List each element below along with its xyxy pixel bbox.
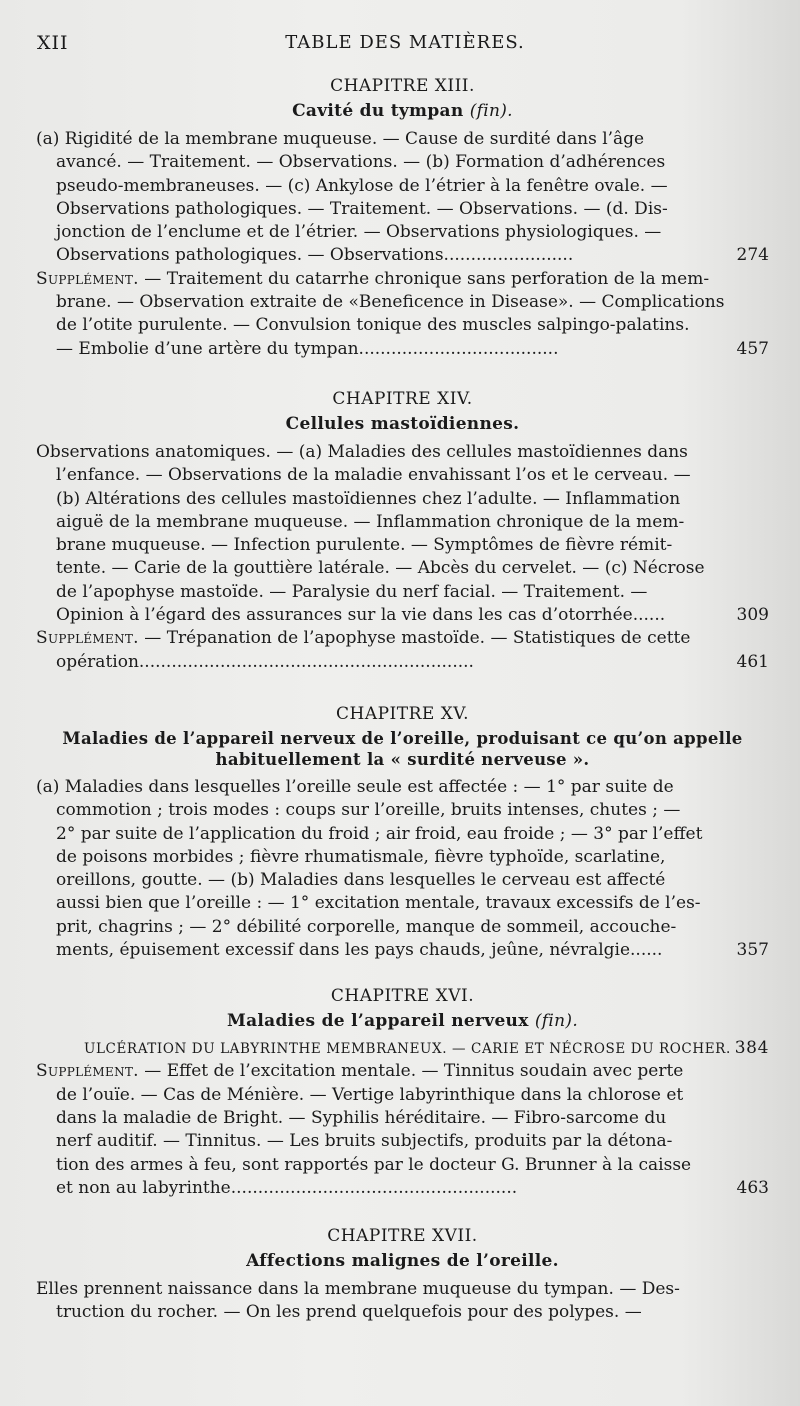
page-number: 384 — [734, 1038, 769, 1059]
chapter-block — [36, 1224, 769, 1325]
chapter-title: Affections malignes de l’oreille. — [246, 1251, 559, 1272]
entry-line: de l’apophyse mastoïde. — Paralysie du nerf facial. — Traitement. — — [56, 581, 648, 602]
chapter-number: CHAPITRE XVII. — [327, 1226, 478, 1247]
entry-line: brane. — Observation extraite de «Beneficence in Disease». — Complications — [56, 292, 725, 313]
page-number: 463 — [736, 1177, 769, 1198]
entry-line: commotion ; trois modes : coups sur l’oreille, bruits intenses, chutes ; — — [56, 800, 681, 821]
entry-line: Supplément. — Effet de l’excitation mentale. — Tinnitus soudain avec perte — [36, 1061, 684, 1082]
toc-entry — [36, 268, 769, 361]
chapter-number: CHAPITRE XVI. — [330, 986, 475, 1007]
chapter-subline: ULCÉRATION DU LABYRINTHE MEMBRANEUX. — CARIE ET NÉCROSE DU ROCHER. 384 — [84, 1038, 769, 1059]
page-folio: XII — [37, 32, 69, 54]
entry-line: de poisons morbides ; fièvre rhumatismale, fièvre typhoïde, scarlatine, — [56, 846, 666, 867]
supplement-label: Supplément. — [36, 628, 139, 649]
supplement-label: Supplément. — [36, 1061, 139, 1082]
page-number: 357 — [736, 940, 769, 961]
entry-line: Elles prennent naissance dans la membrane muqueuse du tympan. — Des- — [36, 1279, 680, 1300]
entry-line: Supplément. — Traitement du catarrhe chronique sans perforation de la mem- — [36, 268, 710, 289]
entry-line: de l’otite purulente. — Convulsion tonique des muscles salpingo-palatins. — [56, 315, 690, 336]
entry-line: pseudo-membraneuses. — (c) Ankylose de l’étrier à la fenêtre ovale. — — [56, 175, 668, 196]
toc-entry — [36, 441, 769, 627]
toc-entry — [36, 627, 769, 674]
entry-line: tente. — Carie de la gouttière latérale. — Abcès du cervelet. — (c) Nécrose — [56, 558, 705, 579]
chapter-block — [36, 702, 769, 962]
entry-line: de l’ouïe. — Cas de Ménière. — Vertige labyrinthique dans la chlorose et — [56, 1084, 684, 1105]
page-number: 457 — [736, 338, 769, 359]
chapter-block — [36, 387, 769, 674]
entry-line: oreillons, goutte. — (b) Maladies dans lesquelles le cerveau est affecté — [56, 870, 666, 891]
entry-line: Opinion à l’égard des assurances sur la vie dans les cas d’otorrhée...... 309 — [36, 604, 769, 627]
running-head — [0, 30, 800, 60]
chapter-title: Cellules mastoïdiennes. — [285, 413, 520, 434]
page-number: 274 — [736, 245, 769, 266]
chapter-block — [36, 74, 769, 361]
toc-entry — [36, 128, 769, 268]
chapter-number: CHAPITRE XV. — [335, 703, 470, 724]
chapter-block — [36, 984, 769, 1200]
chapter-title-suffix: (fin). — [469, 101, 513, 121]
entry-line: opération.............................................................. 461 — [36, 651, 769, 674]
entry-line: truction du rocher. — On les prend quelquefois pour des polypes. — — [56, 1302, 642, 1323]
entry-line: (b) Altérations des cellules mastoïdiennes chez l’adulte. — Inflammation — [56, 488, 681, 509]
chapter-number: CHAPITRE XIII. — [330, 76, 475, 96]
chapter-title-suffix: (fin). — [534, 1011, 579, 1032]
entry-line: dans la maladie de Bright. — Syphilis héréditaire. — Fibro-sarcome du — [56, 1107, 667, 1128]
supplement-label: Supplément. — [36, 268, 139, 289]
table-of-contents — [36, 74, 769, 1325]
toc-entry — [36, 776, 769, 962]
entry-line: Observations anatomiques. — (a) Maladies des cellules mastoïdiennes dans — [36, 441, 688, 462]
entry-line: avancé. — Traitement. — Observations. — (b) Formation d’adhérences — [56, 152, 666, 173]
entry-line: prit, chagrins ; — 2° débilité corporelle, manque de sommeil, accouche- — [56, 916, 677, 937]
toc-entry — [36, 1278, 769, 1325]
entry-line: nerf auditif. — Tinnitus. — Les bruits subjectifs, produits par la détona- — [56, 1131, 673, 1152]
toc-entry — [36, 1060, 769, 1200]
entry-line: 2° par suite de l’application du froid ; air froid, eau froide ; — 3° par l’effet — [56, 823, 703, 844]
entry-line: jonction de l’enclume et de l’étrier. — Observations physiologiques. — — [56, 222, 662, 243]
page-number: 309 — [736, 605, 769, 626]
chapter-number: CHAPITRE XIV. — [332, 388, 473, 409]
entry-line: aiguë de la membrane muqueuse. — Inflammation chronique de la mem- — [56, 511, 685, 532]
chapter-title: Cavité du tympan (fin). — [292, 101, 513, 121]
chapter-title: Maladies de l’appareil nerveux de l’oreille, produisant ce qu’on appelle habituellement la « surdité nerveuse ». — [62, 728, 743, 769]
entry-line: (a) Maladies dans lesquelles l’oreille seule est affectée : — 1° par suite de — [36, 776, 674, 797]
entry-line: tion des armes à feu, sont rapportés par le docteur G. Brunner à la caisse — [56, 1154, 692, 1175]
chapter-title: Maladies de l’appareil nerveux (fin). — [226, 1011, 579, 1032]
page-number: 461 — [736, 651, 769, 672]
running-title: TABLE DES MATIÈRES. — [285, 32, 525, 53]
entry-line: aussi bien que l’oreille : — 1° excitation mentale, travaux excessifs de l’es- — [56, 893, 701, 914]
entry-line: l’enfance. — Observations de la maladie envahissant l’os et le cerveau. — — [56, 465, 691, 486]
entry-line: ments, épuisement excessif dans les pays chauds, jeûne, névralgie...... 357 — [36, 939, 769, 962]
entry-line: Observations pathologiques. — Traitement. — Observations. — (d. Dis- — [56, 198, 668, 219]
entry-line: Observations pathologiques. — Observations........................ 274 — [36, 244, 769, 267]
entry-line: et non au labyrinthe..................................................... 463 — [36, 1177, 769, 1200]
entry-line: Supplément. — Trépanation de l’apophyse mastoïde. — Statistiques de cette — [36, 628, 691, 649]
entry-line: (a) Rigidité de la membrane muqueuse. — Cause de surdité dans l’âge — [36, 129, 645, 149]
entry-line: brane muqueuse. — Infection purulente. — Symptômes de fièvre rémit- — [56, 535, 673, 556]
entry-line: — Embolie d’une artère du tympan..................................... 457 — [36, 338, 769, 361]
